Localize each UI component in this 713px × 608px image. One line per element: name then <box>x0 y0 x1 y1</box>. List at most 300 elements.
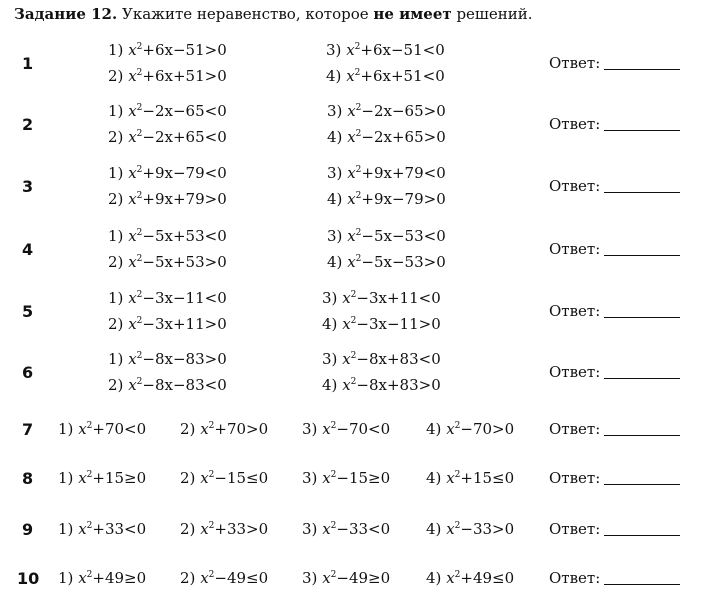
expression-rhs: 0 <box>380 520 391 538</box>
option-number: 3) <box>327 102 343 120</box>
expression-rhs: 0 <box>217 350 227 368</box>
answer-label: Ответ: <box>549 177 601 195</box>
option-number: 4) <box>327 253 343 271</box>
answer-label: Ответ: <box>549 54 601 72</box>
option-number: 1) <box>108 102 124 120</box>
relation-sign: < <box>204 227 218 245</box>
inequality-option <box>108 376 227 394</box>
expression-lhs: −15 <box>214 469 247 487</box>
task-number: 6 <box>22 363 34 382</box>
expression-lhs: −70 <box>336 420 369 438</box>
expression-rhs: 0 <box>258 420 269 438</box>
task-emphasis: не имеет <box>373 5 452 23</box>
exponent: 2 <box>330 521 337 531</box>
exponent: 2 <box>350 316 357 326</box>
variable-x: x <box>347 190 356 208</box>
expression-rhs: 0 <box>136 520 147 538</box>
inequality-option <box>108 102 227 120</box>
option-number: 4) <box>426 520 442 538</box>
exponent: 2 <box>355 103 362 113</box>
task-number: 10 <box>17 569 40 588</box>
inequality-option <box>180 520 268 538</box>
inequality-option <box>302 469 390 487</box>
exponent: 2 <box>355 165 362 175</box>
answer-blank[interactable] <box>604 572 680 585</box>
exponent: 2 <box>136 351 143 361</box>
inequality-option <box>108 41 227 59</box>
exponent: 2 <box>355 254 362 264</box>
inequality-option <box>180 569 268 587</box>
variable-x: x <box>347 102 356 120</box>
expression-lhs: −8x+83 <box>356 376 419 394</box>
answer-label: Ответ: <box>549 363 601 381</box>
relation-sign: > <box>204 41 218 59</box>
expression-lhs: +33 <box>92 520 125 538</box>
exponent: 2 <box>354 42 361 52</box>
variable-x: x <box>128 41 137 59</box>
variable-x: x <box>128 253 137 271</box>
answer-field <box>549 177 680 195</box>
relation-sign: ≥ <box>124 469 137 487</box>
expression-lhs: +6x−51 <box>360 41 423 59</box>
variable-x: x <box>347 253 356 271</box>
answer-field <box>549 420 680 438</box>
expression-lhs: +9x−79 <box>142 164 205 182</box>
relation-sign: > <box>246 420 259 438</box>
exponent: 2 <box>454 421 461 431</box>
variable-x: x <box>78 420 87 438</box>
expression-lhs: −15 <box>336 469 369 487</box>
expression-lhs: +70 <box>214 420 247 438</box>
exponent: 2 <box>136 377 143 387</box>
exponent: 2 <box>136 191 143 201</box>
relation-sign: > <box>418 315 432 333</box>
expression-rhs: 0 <box>217 289 227 307</box>
exponent: 2 <box>454 570 461 580</box>
variable-x: x <box>342 315 351 333</box>
option-number: 4) <box>426 469 442 487</box>
exponent: 2 <box>136 165 143 175</box>
exponent: 2 <box>355 191 362 201</box>
inequality-option <box>58 469 146 487</box>
task-number: 5 <box>22 302 34 321</box>
answer-field <box>549 520 680 538</box>
inequality-option <box>58 520 146 538</box>
expression-rhs: 0 <box>217 102 227 120</box>
option-number: 4) <box>327 190 343 208</box>
expression-rhs: 0 <box>258 569 269 587</box>
variable-x: x <box>128 190 137 208</box>
exponent: 2 <box>136 103 143 113</box>
option-number: 2) <box>108 315 124 333</box>
inequality-option <box>327 164 446 182</box>
relation-sign: < <box>422 67 436 85</box>
answer-blank[interactable] <box>604 243 680 256</box>
relation-sign: > <box>492 520 505 538</box>
option-number: 2) <box>108 128 124 146</box>
variable-x: x <box>128 164 137 182</box>
exponent: 2 <box>354 68 361 78</box>
inequality-option <box>180 420 268 438</box>
task-number: 9 <box>22 520 34 539</box>
answer-label: Ответ: <box>549 302 601 320</box>
task-text-before: Укажите неравенство, которое <box>122 5 369 23</box>
expression-rhs: 0 <box>217 253 227 271</box>
inequality-option <box>327 253 446 271</box>
exponent: 2 <box>136 254 143 264</box>
inequality-option <box>426 420 514 438</box>
expression-rhs: 0 <box>136 420 147 438</box>
task-text-after: решений. <box>456 5 533 23</box>
answer-label: Ответ: <box>549 520 601 538</box>
exponent: 2 <box>350 290 357 300</box>
variable-x: x <box>446 520 455 538</box>
expression-lhs: −3x−11 <box>142 289 205 307</box>
expression-rhs: 0 <box>435 67 445 85</box>
variable-x: x <box>346 41 355 59</box>
option-number: 4) <box>322 315 338 333</box>
task-title: Задание 12. <box>14 5 118 23</box>
answer-blank[interactable] <box>604 423 680 436</box>
expression-lhs: −70 <box>460 420 493 438</box>
variable-x: x <box>128 128 137 146</box>
expression-rhs: 0 <box>436 253 446 271</box>
expression-rhs: 0 <box>431 315 441 333</box>
variable-x: x <box>446 420 455 438</box>
relation-sign: < <box>422 41 436 59</box>
option-number: 2) <box>180 520 196 538</box>
relation-sign: > <box>204 315 218 333</box>
variable-x: x <box>128 350 137 368</box>
variable-x: x <box>347 164 356 182</box>
expression-rhs: 0 <box>380 469 391 487</box>
option-number: 1) <box>108 289 124 307</box>
variable-x: x <box>200 469 209 487</box>
relation-sign: < <box>124 420 137 438</box>
expression-lhs: +70 <box>92 420 125 438</box>
inequality-option <box>108 128 227 146</box>
expression-lhs: −5x+53 <box>142 227 205 245</box>
option-number: 4) <box>322 376 338 394</box>
inequality-option <box>322 376 441 394</box>
expression-rhs: 0 <box>258 520 269 538</box>
task-number: 7 <box>22 420 34 439</box>
expression-lhs: −2x−65 <box>361 102 424 120</box>
inequality-option <box>58 569 146 587</box>
expression-rhs: 0 <box>136 469 147 487</box>
relation-sign: > <box>423 253 437 271</box>
variable-x: x <box>128 289 137 307</box>
expression-lhs: −2x−65 <box>142 102 205 120</box>
expression-lhs: −49 <box>214 569 247 587</box>
relation-sign: < <box>204 376 218 394</box>
relation-sign: ≥ <box>368 569 381 587</box>
inequality-option <box>302 569 390 587</box>
exponent: 2 <box>208 421 215 431</box>
variable-x: x <box>342 289 351 307</box>
answer-field <box>549 363 680 381</box>
relation-sign: < <box>368 520 381 538</box>
variable-x: x <box>200 420 209 438</box>
variable-x: x <box>446 569 455 587</box>
inequality-option <box>108 164 227 182</box>
expression-rhs: 0 <box>504 520 515 538</box>
expression-lhs: +33 <box>214 520 247 538</box>
expression-lhs: +6x+51 <box>360 67 423 85</box>
expression-rhs: 0 <box>431 376 441 394</box>
inequality-option <box>302 420 390 438</box>
variable-x: x <box>128 102 137 120</box>
option-number: 4) <box>326 67 342 85</box>
exponent: 2 <box>86 570 93 580</box>
option-number: 2) <box>180 569 196 587</box>
inequality-option <box>58 420 146 438</box>
expression-rhs: 0 <box>217 190 227 208</box>
exponent: 2 <box>330 421 337 431</box>
inequality-option <box>302 520 390 538</box>
option-number: 4) <box>327 128 343 146</box>
inequality-option <box>180 469 268 487</box>
relation-sign: > <box>204 190 218 208</box>
option-number: 1) <box>108 350 124 368</box>
option-number: 1) <box>58 520 74 538</box>
exponent: 2 <box>136 228 143 238</box>
expression-lhs: −3x−11 <box>356 315 419 333</box>
answer-label: Ответ: <box>549 240 601 258</box>
inequality-option <box>326 67 445 85</box>
relation-sign: < <box>368 420 381 438</box>
inequality-option <box>426 520 514 538</box>
variable-x: x <box>322 569 331 587</box>
option-number: 3) <box>322 289 338 307</box>
exponent: 2 <box>350 377 357 387</box>
answer-label: Ответ: <box>549 469 601 487</box>
expression-rhs: 0 <box>217 315 227 333</box>
answer-blank[interactable] <box>604 180 680 193</box>
option-number: 3) <box>327 227 343 245</box>
expression-rhs: 0 <box>435 41 445 59</box>
expression-rhs: 0 <box>217 164 227 182</box>
variable-x: x <box>322 520 331 538</box>
option-number: 3) <box>302 569 318 587</box>
exponent: 2 <box>355 228 362 238</box>
option-number: 2) <box>108 376 124 394</box>
option-number: 1) <box>58 420 74 438</box>
answer-field <box>549 569 680 587</box>
relation-sign: > <box>204 67 218 85</box>
expression-lhs: +15 <box>460 469 493 487</box>
variable-x: x <box>322 469 331 487</box>
expression-lhs: −8x−83 <box>142 376 205 394</box>
expression-rhs: 0 <box>136 569 147 587</box>
variable-x: x <box>342 350 351 368</box>
expression-lhs: −49 <box>336 569 369 587</box>
exponent: 2 <box>454 521 461 531</box>
exponent: 2 <box>136 129 143 139</box>
expression-rhs: 0 <box>436 227 446 245</box>
option-number: 3) <box>302 420 318 438</box>
option-number: 1) <box>58 469 74 487</box>
exponent: 2 <box>86 421 93 431</box>
relation-sign: ≤ <box>492 569 505 587</box>
exponent: 2 <box>136 290 143 300</box>
expression-lhs: −2x+65 <box>142 128 205 146</box>
relation-sign: > <box>423 190 437 208</box>
relation-sign: < <box>204 164 218 182</box>
expression-rhs: 0 <box>436 190 446 208</box>
answer-field <box>549 302 680 320</box>
exponent: 2 <box>136 68 143 78</box>
expression-lhs: +9x−79 <box>361 190 424 208</box>
expression-rhs: 0 <box>504 469 515 487</box>
answer-blank[interactable] <box>604 523 680 536</box>
variable-x: x <box>322 420 331 438</box>
relation-sign: ≥ <box>368 469 381 487</box>
option-number: 1) <box>108 227 124 245</box>
variable-x: x <box>200 520 209 538</box>
variable-x: x <box>446 469 455 487</box>
inequality-option <box>108 190 227 208</box>
inequality-option <box>327 190 446 208</box>
exponent: 2 <box>208 521 215 531</box>
variable-x: x <box>200 569 209 587</box>
variable-x: x <box>78 469 87 487</box>
relation-sign: ≤ <box>246 569 259 587</box>
exponent: 2 <box>86 521 93 531</box>
task-header <box>14 5 533 23</box>
variable-x: x <box>346 67 355 85</box>
answer-field <box>549 240 680 258</box>
inequality-option <box>322 289 441 307</box>
variable-x: x <box>128 227 137 245</box>
option-number: 1) <box>58 569 74 587</box>
variable-x: x <box>78 520 87 538</box>
relation-sign: < <box>204 128 218 146</box>
relation-sign: < <box>124 520 137 538</box>
answer-label: Ответ: <box>549 569 601 587</box>
variable-x: x <box>342 376 351 394</box>
relation-sign: < <box>204 102 218 120</box>
variable-x: x <box>78 569 87 587</box>
answer-blank[interactable] <box>604 118 680 131</box>
option-number: 1) <box>108 41 124 59</box>
exponent: 2 <box>136 42 143 52</box>
option-number: 2) <box>108 67 124 85</box>
exponent: 2 <box>136 316 143 326</box>
task-number: 1 <box>22 54 34 73</box>
expression-rhs: 0 <box>217 41 227 59</box>
inequality-option <box>108 253 227 271</box>
relation-sign: > <box>492 420 505 438</box>
option-number: 2) <box>180 420 196 438</box>
answer-field <box>549 469 680 487</box>
relation-sign: < <box>423 227 437 245</box>
expression-rhs: 0 <box>217 227 227 245</box>
exponent: 2 <box>330 470 337 480</box>
inequality-option <box>327 102 446 120</box>
expression-lhs: −33 <box>460 520 493 538</box>
expression-lhs: −8x−83 <box>142 350 205 368</box>
option-number: 2) <box>108 190 124 208</box>
relation-sign: < <box>418 289 432 307</box>
expression-lhs: −5x−53 <box>361 227 424 245</box>
answer-blank[interactable] <box>604 57 680 70</box>
expression-lhs: −2x+65 <box>361 128 424 146</box>
relation-sign: ≥ <box>124 569 137 587</box>
relation-sign: > <box>204 253 218 271</box>
answer-label: Ответ: <box>549 420 601 438</box>
inequality-option <box>326 41 445 59</box>
inequality-option <box>327 227 446 245</box>
inequality-option <box>108 315 227 333</box>
answer-label: Ответ: <box>549 115 601 133</box>
option-number: 3) <box>327 164 343 182</box>
variable-x: x <box>128 67 137 85</box>
expression-lhs: +15 <box>92 469 125 487</box>
variable-x: x <box>347 227 356 245</box>
variable-x: x <box>347 128 356 146</box>
relation-sign: ≤ <box>246 469 259 487</box>
option-number: 3) <box>322 350 338 368</box>
relation-sign: > <box>423 128 437 146</box>
inequality-option <box>322 315 441 333</box>
relation-sign: < <box>204 289 218 307</box>
expression-rhs: 0 <box>380 569 391 587</box>
option-number: 4) <box>426 569 442 587</box>
relation-sign: < <box>418 350 432 368</box>
relation-sign: < <box>423 164 437 182</box>
inequality-option <box>108 350 227 368</box>
relation-sign: > <box>418 376 432 394</box>
variable-x: x <box>128 315 137 333</box>
task-number: 8 <box>22 469 34 488</box>
inequality-option <box>108 227 227 245</box>
option-number: 3) <box>326 41 342 59</box>
inequality-option <box>426 469 514 487</box>
expression-rhs: 0 <box>436 164 446 182</box>
expression-rhs: 0 <box>380 420 391 438</box>
expression-lhs: +9x+79 <box>361 164 424 182</box>
exponent: 2 <box>208 470 215 480</box>
expression-lhs: −5x−53 <box>361 253 424 271</box>
expression-rhs: 0 <box>217 67 227 85</box>
exponent: 2 <box>454 470 461 480</box>
relation-sign: > <box>246 520 259 538</box>
variable-x: x <box>128 376 137 394</box>
option-number: 2) <box>108 253 124 271</box>
option-number: 4) <box>426 420 442 438</box>
expression-rhs: 0 <box>431 350 441 368</box>
expression-lhs: +49 <box>460 569 493 587</box>
exponent: 2 <box>355 129 362 139</box>
option-number: 1) <box>108 164 124 182</box>
answer-blank[interactable] <box>604 366 680 379</box>
inequality-option <box>426 569 514 587</box>
expression-rhs: 0 <box>258 469 269 487</box>
expression-rhs: 0 <box>504 569 515 587</box>
expression-rhs: 0 <box>217 128 227 146</box>
inequality-option <box>322 350 441 368</box>
relation-sign: > <box>204 350 218 368</box>
answer-blank[interactable] <box>604 305 680 318</box>
answer-blank[interactable] <box>604 472 680 485</box>
relation-sign: ≤ <box>492 469 505 487</box>
inequality-option <box>327 128 446 146</box>
exponent: 2 <box>330 570 337 580</box>
expression-rhs: 0 <box>436 102 446 120</box>
exponent: 2 <box>86 470 93 480</box>
relation-sign: > <box>423 102 437 120</box>
